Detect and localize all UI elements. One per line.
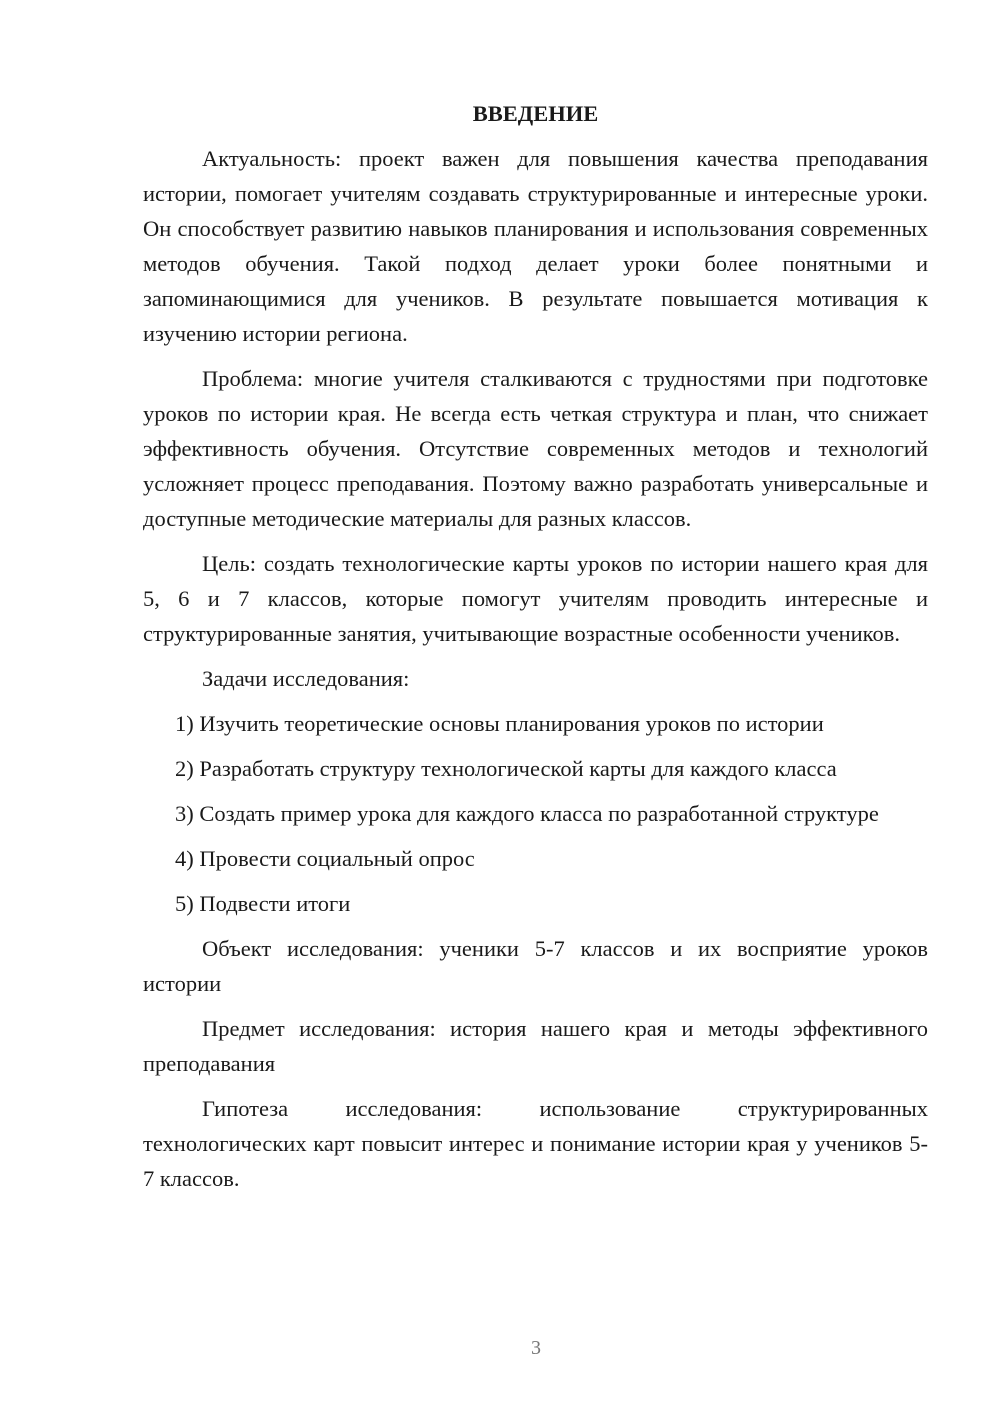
subject-paragraph: Предмет исследования: история нашего края и методы эффективного преподавания: [143, 1016, 928, 1076]
task-item: 3) Создать пример урока для каждого класса по разработанной структуре: [175, 801, 879, 826]
tasks-heading: Задачи исследования:: [202, 666, 410, 691]
section-title: ВВЕДЕНИЕ: [472, 101, 599, 126]
task-item: 4) Провести социальный опрос: [175, 846, 475, 871]
task-item: 1) Изучить теоретические основы планирования уроков по истории: [175, 711, 824, 736]
task-item: 2) Разработать структуру технологической карты для каждого класса: [175, 756, 837, 781]
goal-paragraph: Цель: создать технологические карты уроков по истории нашего края для 5, 6 и 7 классов, которые помогут учителям проводить интересные и структурированные занятия, учитывающие возрастные особенности учеников.: [143, 551, 928, 646]
page-number: 3: [531, 1337, 541, 1359]
object-paragraph: Объект исследования: ученики 5-7 классов и их восприятие уроков истории: [143, 936, 928, 996]
page-content: [143, 96, 928, 1206]
hypothesis-paragraph: Гипотеза исследования: использование структурированных технологических карт повысит интерес и понимание истории края у учеников 5-7 классов.: [143, 1096, 928, 1191]
problem-paragraph: Проблема: многие учителя сталкиваются с трудностями при подготовке уроков по истории края. Не всегда есть четкая структура и план, что снижает эффективность обучения. Отсутствие современных методов и технологий усложняет процесс преподавания. Поэтому важно разработать универсальные и доступные методические материалы для разных классов.: [143, 366, 928, 531]
task-item: 5) Подвести итоги: [175, 891, 351, 916]
relevance-paragraph: Актуальность: проект важен для повышения качества преподавания истории, помогает учителям создавать структурированные и интересные уроки. Он способствует развитию навыков планирования и использования современных методов обучения. Такой подход делает уроки более понятными и запоминающимися для учеников. В результате повышается мотивация к изучению истории региона.: [143, 146, 928, 346]
